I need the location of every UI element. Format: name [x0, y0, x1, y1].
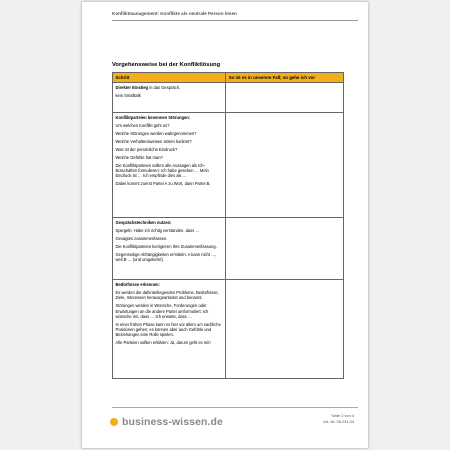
header-divider — [112, 20, 358, 21]
logo-text: business-wissen.de — [122, 416, 224, 428]
notes-cell[interactable] — [226, 218, 344, 280]
step-line: Direkter Einstieg in das Gespräch, — [115, 85, 181, 91]
step-line: Störungen werden in Wünsche, Forderungen oder Erwartungen an die andere Partei umformuliert: Ich wünsche mir, dass … Ich erwarte, dass … — [115, 303, 209, 319]
step-heading: Konfliktparteien benennen Störungen: — [115, 115, 191, 121]
step-line: kein Smalltalk — [115, 93, 141, 99]
table-header-row — [113, 73, 344, 83]
table-row — [113, 218, 344, 280]
section-title: Vorgehensweise bei der Konfliktlösung — [112, 62, 221, 68]
article-number: Art.-Nr. 06.031.04 — [323, 418, 354, 424]
page-number: Seite 2 von 4 — [331, 413, 354, 418]
document-page — [82, 2, 368, 448]
step-cell — [113, 280, 226, 379]
procedure-table — [112, 72, 344, 379]
step-line: Dabei kommt zuerst Partei A zu Wort, dann Partei B. — [115, 181, 211, 187]
table-row — [113, 83, 344, 113]
column-header-step: Schritt — [113, 73, 226, 83]
footer-meta — [323, 413, 354, 425]
step-heading: Gesprächstechniken nutzen: — [115, 220, 172, 226]
step-line: Was ist der persönliche Eindruck? — [115, 146, 178, 152]
step-line: Es werden die dahinterliegenden Probleme, Bedürfnisse, Ziele, Interessen herausgearbeitet und benannt. — [115, 290, 219, 301]
step-line: Gegenseitige Abhängigkeiten ermitteln: A kann nicht …, weil B … (und umgekehrt). — [115, 251, 217, 263]
notes-cell[interactable] — [226, 83, 344, 113]
step-line: Um welchen Konflikt geht es? — [115, 123, 170, 129]
step-cell — [113, 113, 226, 218]
table-row — [113, 280, 344, 379]
footer-divider — [112, 407, 358, 408]
step-heading: Bedürfnisse erkennen: — [115, 282, 160, 288]
step-cell — [113, 218, 226, 280]
step-line: In einer frühen Phase kann es hier vor allem um sachliche Positionen gehen; es können aber auch Gefühle und Beziehungen eine Rolle spielen. — [115, 321, 221, 338]
document-header: Konfliktmanagement: Konflikte als neutrale Person lösen — [112, 11, 237, 16]
step-line: Die Konfliktparteien korrigieren Ihre Zusammenfassung. — [115, 243, 217, 249]
column-header-our-case: So ist es in unserem Fall; so gehe ich vor — [226, 73, 344, 83]
step-cell — [113, 83, 226, 113]
logo-dot-icon — [110, 418, 118, 426]
step-line: Welche Störungen werden wahrgenommen? — [115, 131, 197, 136]
footer-logo — [110, 416, 223, 428]
table-row — [113, 113, 344, 218]
step-line: Alle Parteien sollten erklären: Ja, darum geht es mir! — [115, 340, 211, 346]
step-line: Welche Gefühle hat man? — [115, 154, 163, 160]
step-line: Die Konfliktparteien sollten alle Aussagen als Ich-Botschaften formulieren: Ich habe gesehen … Mein Eindruck ist … Ich empfinde dies als … — [115, 162, 209, 179]
notes-cell[interactable] — [226, 113, 344, 218]
step-line: Gesagtes zusammenfassen. — [115, 236, 168, 241]
notes-cell[interactable] — [226, 280, 344, 379]
step-line: Spiegeln: Habe ich richtig verstanden, dass … — [115, 228, 200, 234]
step-line: Welche Verhaltensweisen stören konkret? — [115, 138, 192, 144]
